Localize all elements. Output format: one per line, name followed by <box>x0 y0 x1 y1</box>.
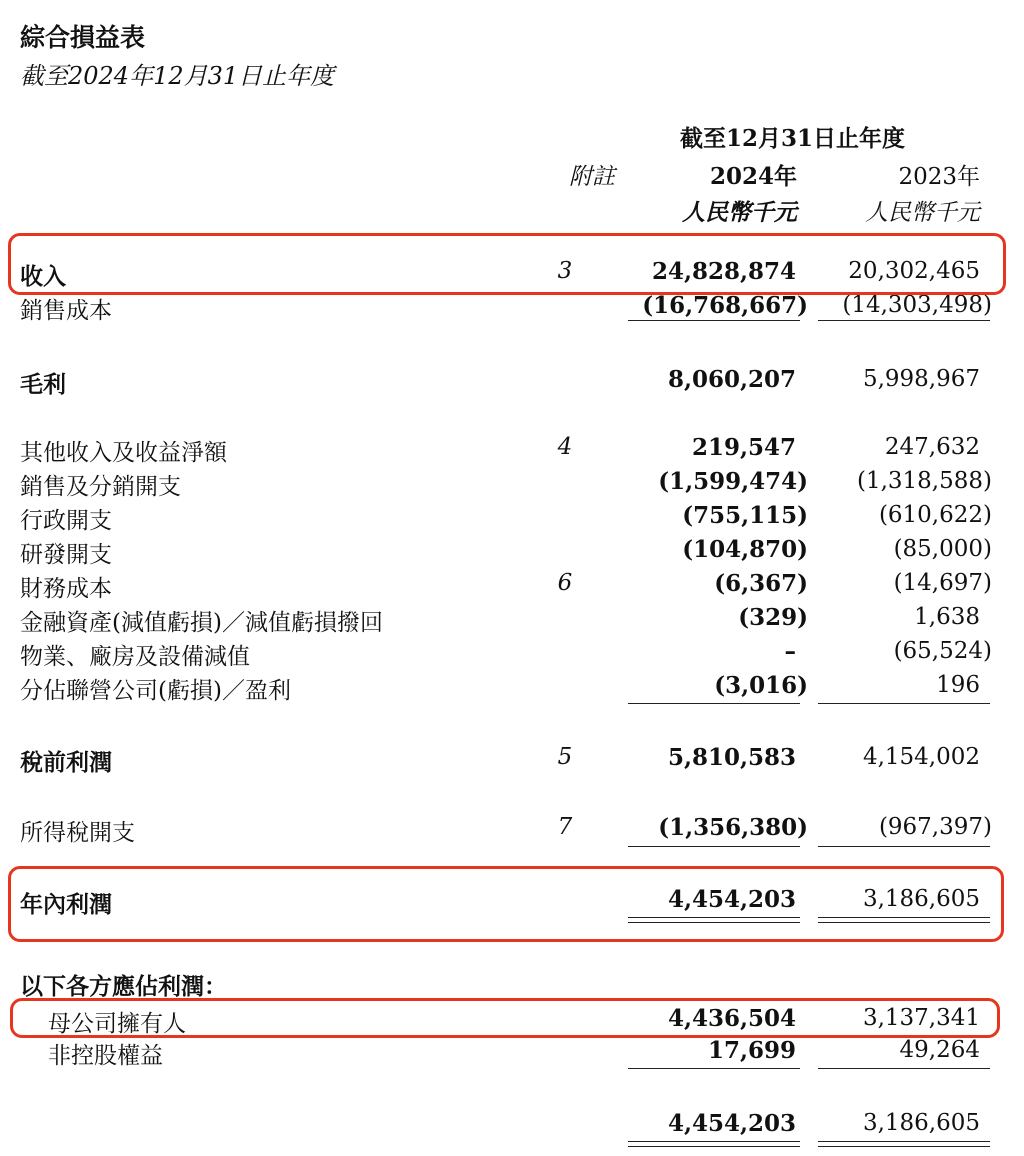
value-2023: (14,303,498) <box>842 292 992 318</box>
value-2023: (65,524) <box>893 638 992 664</box>
total-double-rule-2024 <box>628 1141 800 1142</box>
value-2023: (1,318,588) <box>856 468 992 494</box>
table-row <box>0 1108 1024 1142</box>
table-row <box>0 602 1024 636</box>
value-2023: 20,302,465 <box>848 258 980 284</box>
table-row <box>0 364 1024 398</box>
row-note: 7 <box>557 814 573 840</box>
value-2023: 4,154,002 <box>862 744 980 770</box>
row-label: 研發開支 <box>20 542 112 568</box>
value-2024: 4,436,504 <box>667 1005 796 1032</box>
subtotal-rule-2024 <box>628 1068 800 1069</box>
unit-2024-header: 人民幣千元 <box>682 199 797 226</box>
total-double-rule-2024 <box>628 1146 800 1147</box>
table-row <box>0 670 1024 704</box>
value-2024: (1,356,380) <box>658 814 808 841</box>
value-2023: (85,000) <box>893 536 992 562</box>
table-row <box>0 636 1024 670</box>
value-2024: (1,599,474) <box>658 468 808 495</box>
value-2023: 3,186,605 <box>862 886 980 912</box>
value-2024: 4,454,203 <box>667 886 796 913</box>
row-label: 銷售成本 <box>20 298 112 324</box>
row-label: 稅前利潤 <box>20 750 112 776</box>
table-row <box>0 812 1024 846</box>
row-label: 物業、廠房及設備減值 <box>20 644 250 670</box>
subtotal-rule-2024 <box>628 846 800 847</box>
value-2023: 5,998,967 <box>862 366 980 392</box>
value-2023: (967,397) <box>878 814 992 840</box>
value-2024: (329) <box>738 604 808 631</box>
year-2024-header: 2024年 <box>709 163 797 190</box>
value-2024: 219,547 <box>691 434 796 461</box>
owners-profit-highlight-box <box>10 998 1000 1038</box>
value-2023: 247,632 <box>884 434 980 460</box>
revenue-highlight-box <box>8 233 1006 295</box>
value-2024: (755,115) <box>682 502 808 529</box>
row-label: 所得稅開支 <box>20 820 135 846</box>
value-2023: (610,622) <box>878 502 992 528</box>
value-2024: 4,454,203 <box>667 1110 796 1137</box>
row-label: 以下各方應佔利潤： <box>20 974 227 1000</box>
value-2024: 8,060,207 <box>667 366 796 393</box>
value-2023: 196 <box>936 672 980 698</box>
unit-2023-header: 人民幣千元 <box>865 200 980 226</box>
total-double-rule-2023 <box>818 1141 990 1142</box>
table-row <box>0 1035 1024 1069</box>
subtotal-rule-2023 <box>818 320 990 321</box>
value-2023: 49,264 <box>899 1037 980 1063</box>
value-2024: (104,870) <box>682 536 808 563</box>
subtotal-rule-2023 <box>818 846 990 847</box>
table-row <box>0 432 1024 466</box>
table-row <box>0 466 1024 500</box>
table-row <box>0 534 1024 568</box>
row-label: 年內利潤 <box>20 892 112 918</box>
row-label: 其他收入及收益淨額 <box>20 440 227 466</box>
value-2024: 5,810,583 <box>667 744 796 771</box>
table-row <box>0 966 1024 1000</box>
row-note: 5 <box>557 744 573 770</box>
statement-period-subtitle: 截至2024年12月31日止年度 <box>20 62 335 90</box>
row-label: 非控股權益 <box>48 1043 163 1069</box>
table-row <box>0 742 1024 776</box>
annual-profit-highlight-box <box>8 866 1004 942</box>
year-2023-header: 2023年 <box>898 164 980 190</box>
value-2023: 3,186,605 <box>862 1110 980 1136</box>
row-note: 3 <box>557 258 573 284</box>
row-label: 金融資產(減值虧損)／減值虧損撥回 <box>20 610 383 636</box>
value-2023: 1,638 <box>914 604 980 630</box>
subtotal-rule-2024 <box>628 320 800 321</box>
subtotal-rule-2023 <box>818 703 990 704</box>
row-label: 毛利 <box>20 372 66 398</box>
table-row <box>0 500 1024 534</box>
value-2024: (3,016) <box>714 672 808 699</box>
subtotal-rule-2024 <box>628 703 800 704</box>
value-2024: – <box>784 638 796 665</box>
value-2024: 17,699 <box>707 1037 796 1064</box>
row-note: 4 <box>557 434 573 460</box>
row-label: 分佔聯營公司(虧損)／盈利 <box>20 678 291 704</box>
table-row <box>0 568 1024 602</box>
note-column-header: 附註 <box>569 164 615 190</box>
row-label: 母公司擁有人 <box>48 1011 186 1037</box>
row-label: 財務成本 <box>20 576 112 602</box>
value-2023: (14,697) <box>893 570 992 596</box>
total-double-rule-2023 <box>818 1146 990 1147</box>
value-2024: 24,828,874 <box>651 258 796 285</box>
column-period-header: 截至12月31日止年度 <box>680 125 906 152</box>
statement-title: 綜合損益表 <box>20 23 146 52</box>
subtotal-rule-2023 <box>818 1068 990 1069</box>
row-label: 銷售及分銷開支 <box>20 474 181 500</box>
value-2024: (16,768,667) <box>642 292 808 319</box>
row-label: 收入 <box>20 264 66 290</box>
value-2024: (6,367) <box>714 570 808 597</box>
value-2023: 3,137,341 <box>862 1005 980 1031</box>
table-row <box>0 290 1024 324</box>
row-note: 6 <box>557 570 573 596</box>
row-label: 行政開支 <box>20 508 112 534</box>
